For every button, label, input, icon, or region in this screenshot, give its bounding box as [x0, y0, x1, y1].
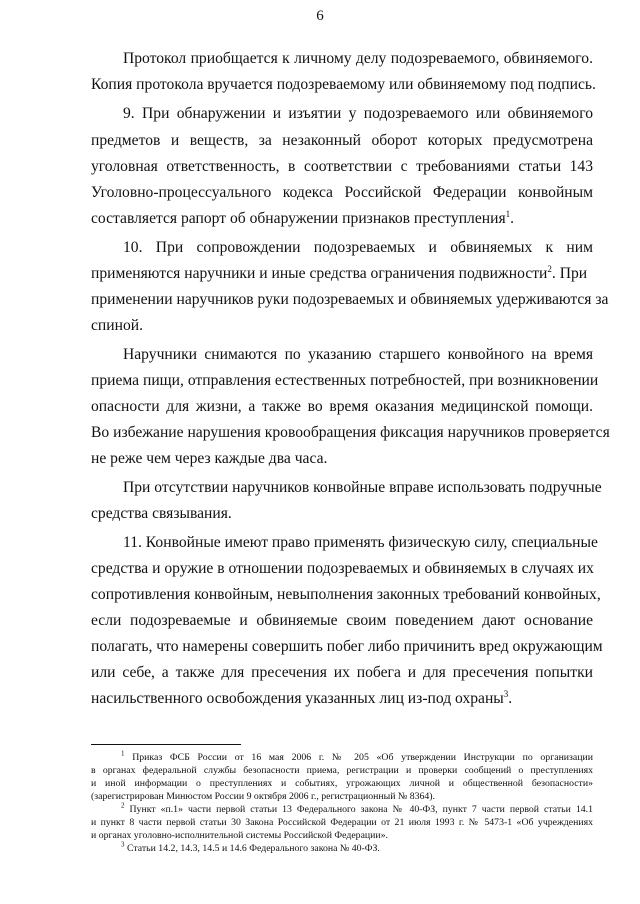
- body-text: насильственного освобождения указанных лиц из-под охраны: [91, 690, 504, 707]
- body-line: или себе, а также для пресечения их побега и для пресечения попытки: [91, 664, 593, 681]
- body-line: не реже чем через каждые два часа.: [91, 450, 328, 467]
- body-line: Наручники снимаются по указанию старшего конвойного на время: [123, 346, 593, 363]
- body-line: 10. При сопровождении подозреваемых и обвиняемых к ним: [123, 239, 593, 256]
- body-line: 9. При обнаружении и изъятии у подозреваемого или обвиняемого: [123, 105, 593, 122]
- page-number: 6: [316, 8, 324, 24]
- body-line: применении наручников руки подозреваемых и обвиняемых удерживаются за: [91, 291, 609, 308]
- body-line: Во избежание нарушения кровообращения фиксация наручников проверяется: [91, 424, 610, 441]
- footnote-ref: 3: [503, 688, 509, 699]
- body-line: сопротивления конвойным, невыполнения законных требований конвойных,: [91, 586, 601, 603]
- footnote-line: [91, 749, 594, 765]
- body-text: применяются наручники и иные средства ограничения подвижности: [91, 265, 548, 282]
- body-line: 11. Конвойные имеют право применять физическую силу, специальные: [123, 534, 598, 551]
- body-line: полагать, что намерены совершить побег либо причинить вред окружающим: [91, 638, 603, 655]
- footnote-mark: 2: [121, 801, 125, 810]
- body-line: приема пищи, отправления естественных потребностей, при возникновении: [91, 372, 599, 389]
- body-line: составляется рапорт об обнаружении признаков преступления$^1$.: [91, 208, 515, 227]
- body-line: средства связывания.: [91, 505, 232, 522]
- footnote-text: Статьи 14.2, 14.3, 14.5 и 14.6 Федерального закона № 40-ФЗ.: [126, 843, 380, 854]
- body-line: спиной.: [91, 317, 143, 334]
- footnote-line: в органах федеральной службы безопасности приема, регистрации и проверки сообщений о преступлениях: [91, 765, 593, 776]
- body-line: При отсутствии наручников конвойные вправе использовать подручные: [123, 479, 602, 496]
- body-line: Копия протокола вручается подозреваемому или обвиняемому под подпись.: [91, 76, 596, 93]
- body-line: Уголовно-процессуального кодекса Российской Федерации конвойным: [91, 184, 593, 201]
- footnote-ref: 1: [505, 208, 511, 219]
- footnote-ref: 2: [547, 263, 552, 274]
- body-text: . При: [551, 265, 588, 282]
- body-line: если подозреваемые и обвиняемые своим поведением дают основание: [91, 612, 593, 629]
- body-text: составляется рапорт об обнаружении признаков преступления: [91, 210, 506, 227]
- footnote-mark: 3: [121, 840, 125, 849]
- body-line: опасности для жизни, а также во время оказания медицинской помощи.: [91, 398, 593, 415]
- footnote-text: Приказ ФСБ России от 16 мая 2006 г. № 205 «Об утверждении Инструкции по организации: [132, 752, 594, 763]
- body-line: уголовная ответственность, в соответствии с требованиями статьи 143: [91, 158, 593, 175]
- body-line: Протокол приобщается к личному делу подозреваемого, обвиняемого.: [123, 50, 593, 67]
- body-line: [91, 264, 593, 284]
- body-line: насильственного освобождения указанных лиц из-под охраны$^3$.: [91, 688, 513, 707]
- footnote-line: и пункт 8 части первой статьи 30 Закона Российской Федерации от 21 июля 1993 г. № 5473-1 «Об учреждениях: [91, 817, 593, 828]
- footnote-text: Пункт «п.1» части первой статьи 13 Федерального закона № 40-ФЗ, пункт 7 части первой статьи 14.1: [129, 804, 593, 815]
- body-line: средства и оружие в отношении подозреваемых и обвиняемых в случаях их: [91, 560, 594, 577]
- footnote-line: [91, 801, 593, 817]
- footnote-separator: [91, 744, 241, 745]
- body-line: предметов и веществ, за незаконный оборот которых предусмотрена: [91, 132, 593, 149]
- footnote-line: и иной информации о преступлениях и событиях, угрожающих личной и общественной безопасности»: [91, 778, 593, 789]
- footnote-line: [91, 840, 623, 856]
- footnote-line: (зарегистрирован Минюстом России 9 октября 2006 г., регистрационный № 8364).: [91, 791, 435, 802]
- footnote-mark: 1: [121, 749, 125, 758]
- footnote-line: и органах уголовно-исполнительной системы Российской Федерации».: [91, 830, 388, 841]
